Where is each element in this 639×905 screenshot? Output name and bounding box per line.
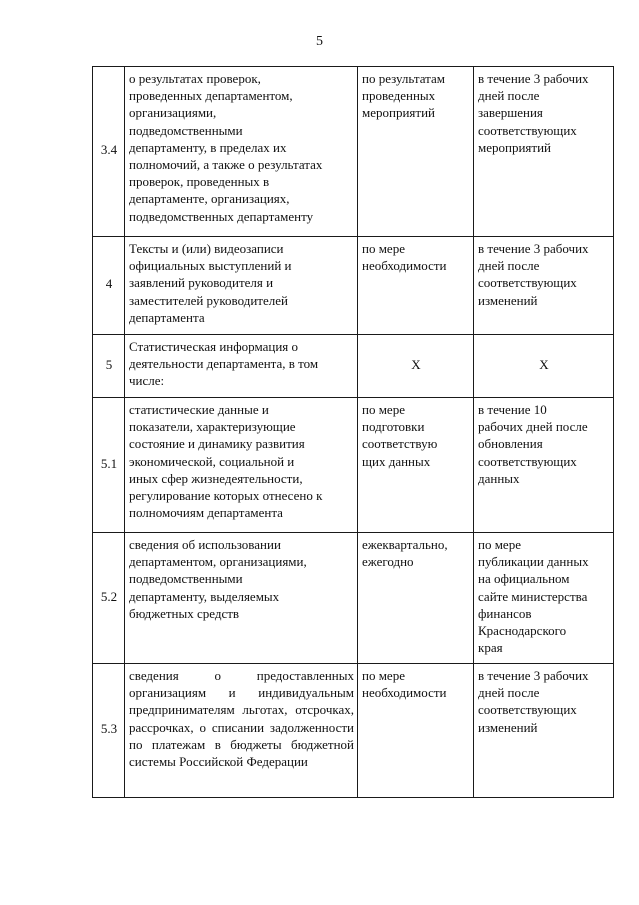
disclosure-table	[92, 66, 614, 798]
row-number: 5.2	[93, 533, 125, 664]
row-number: 5.3	[93, 664, 125, 798]
row-frequency: Х	[358, 335, 474, 398]
row-frequency: по мере необходимости	[358, 664, 474, 798]
row-description: сведения об использовании департаментом, организациями, подведомственными департаменту, выделяемых бюджетных средств	[125, 533, 358, 664]
row-frequency: по мере необходимости	[358, 237, 474, 335]
row-description: о результатах проверок, проведенных департаментом, организациями, подведомственными департаменту, в пределах их полномочий, а также о результатах проверок, проведенных в департаменте, организациях, подведомственных департаменту	[125, 67, 358, 237]
row-description: Тексты и (или) видеозаписи официальных выступлений и заявлений руководителя и заместителей руководителей департамента	[125, 237, 358, 335]
row-description: сведения о предоставленных организациям и индивидуальным предпринимателям льготах, отсрочках, рассрочках, о списании задолженности по платежам в бюджеты бюджетной системы Российской Федерации	[125, 664, 358, 798]
row-number: 5.1	[93, 398, 125, 533]
page-number: 5	[316, 34, 323, 49]
row-number: 3.4	[93, 67, 125, 237]
row-frequency: ежеквартально, ежегодно	[358, 533, 474, 664]
row-frequency: по результатам проведенных мероприятий	[358, 67, 474, 237]
row-frequency: по мере подготовки соответствую щих данных	[358, 398, 474, 533]
row-deadline: в течение 3 рабочих дней после завершения соответствующих мероприятий	[474, 67, 614, 237]
table-row	[93, 67, 614, 237]
table-row	[93, 335, 614, 398]
table-row	[93, 664, 614, 798]
row-description: статистические данные и показатели, характеризующие состояние и динамику развития экономической, социальной и иных сфер жизнедеятельности, регулирование которых отнесено к полномочиям департамента	[125, 398, 358, 533]
row-deadline: Х	[474, 335, 614, 398]
row-number: 4	[93, 237, 125, 335]
row-deadline: по мере публикации данных на официальном сайте министерства финансов Краснодарского края	[474, 533, 614, 664]
table-row	[93, 398, 614, 533]
row-deadline: в течение 3 рабочих дней после соответствующих изменений	[474, 237, 614, 335]
table-row	[93, 533, 614, 664]
table-row	[93, 237, 614, 335]
row-number: 5	[93, 335, 125, 398]
row-description: Статистическая информация о деятельности департамента, в том числе:	[125, 335, 358, 398]
row-deadline: в течение 3 рабочих дней после соответствующих изменений	[474, 664, 614, 798]
row-deadline: в течение 10 рабочих дней после обновления соответствующих данных	[474, 398, 614, 533]
